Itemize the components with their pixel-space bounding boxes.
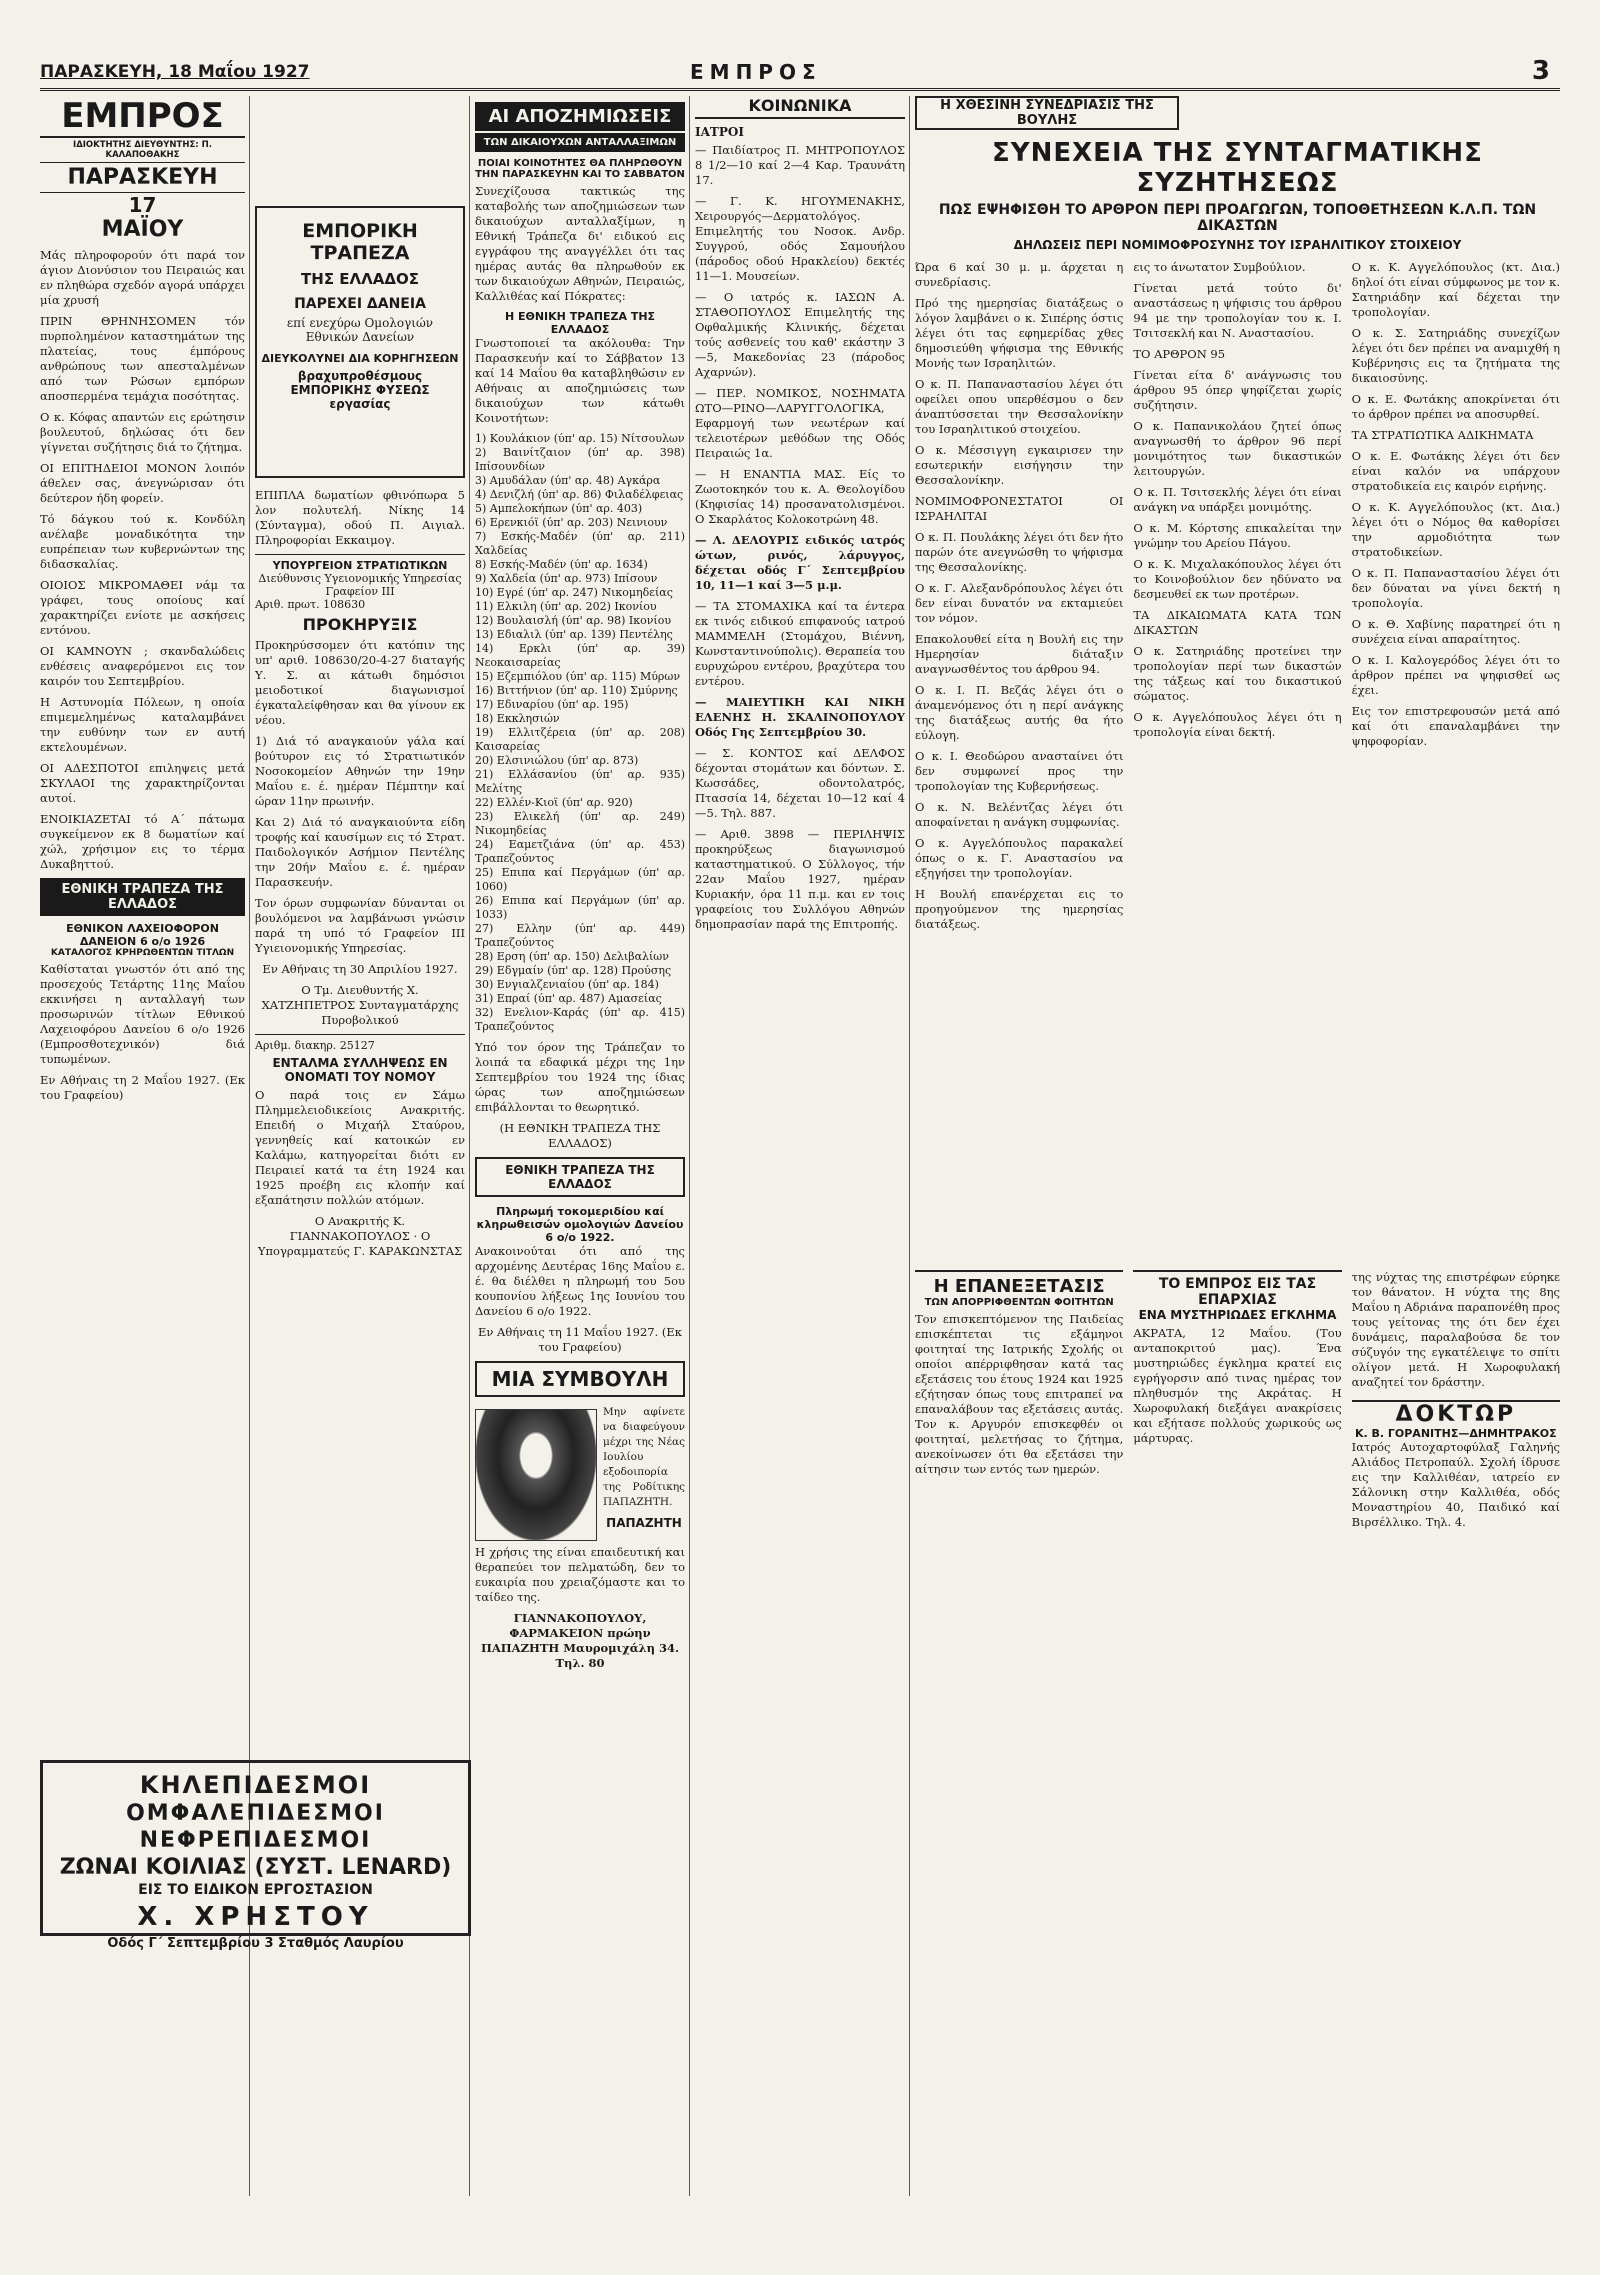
community-list-item: 7) Εσκής-Μαδέν (ύπ' αρ. 211) Χαλδείας [475,530,685,557]
ministry-name: ΥΠΟΥΡΓΕΙΟΝ ΣΤΡΑΤΙΩΤΙΚΩΝ [255,554,465,572]
community-list [475,432,685,1034]
community-list-item: 2) Βαινίτζαιον (ύπ' αρ. 398) Ιπίσουνδίων [475,446,685,473]
paragraph: Η Βουλή επανέρχεται εις το προηγούμενον της ημερησίας διατάξεως. [915,887,1124,931]
warrant-text: Ο παρά τοις εν Σάμω Πλημμελειοδικείοις Ανακριτής. Επειδή ο Μιχαήλ Σταύρου, γεννηθείς καί κατοικών εν Καλάμω, κατηγορείται διότι εν Πειραιεί κατά τα έτη 1924 και 1925 προέβη εις κλοπήν καί εξαπάτησιν πολλών ατόμων. [255,1088,465,1207]
social-section-title: ΚΟΙΝΩΝΙΚΑ [695,96,905,119]
compensation-subhead: ΤΩΝ ΔΙΚΑΙΟΥΧΩΝ ΑΝΤΑΛΛΑΞΙΜΩΝ [475,133,685,152]
owner-line: ΙΔΙΟΚΤΗΤΗΣ ΔΙΕΥΘΥΝΤΗΣ: Π. ΚΑΛΑΠΟΘΑΚΗΣ [73,140,212,160]
paragraph: Ο κ. Ε. Φωτάκης αποκρίνεται ότι το άρθρον πρέπει να αποσυρθεί. [1351,392,1560,421]
ministry-department: Διεύθυνσις Υγειονομικής Υπηρεσίας Γραφείον III [258,572,462,598]
bank-notice-text: Καθίσταται γνωστόν ότι από της προσεχούς Τετάρτης 11ης Μαΐου εκκινήσει η ανταλλαγή των προσωρινών τίτλων Εθνικού Λαχειοφόρου Δανείου 6 ο/ο 1926 (Εμπροσθοτεχνικόν) διά τυπωμένων. [40,962,245,1066]
column-4 [695,96,905,1736]
page-number: 3 [1531,56,1550,86]
parliament-label: Η ΧΘΕΣΙΝΗ ΣΥΝΕΔΡΙΑΣΙΣ ΤΗΣ ΒΟΥΛΗΣ [915,96,1179,130]
community-list-item: 8) Εσκής-Μαδέν (ύπ' αρ. 1634) [475,558,648,571]
paragraph: Ο κ. Π. Πουλάκης λέγει ότι δεν ήτο παρών ότε ανεγνώσθη το ψήφισμα της Θεσσαλονίκης. [915,530,1124,574]
paragraph: — ΠΕΡ. ΝΟΜΙΚΟΣ, ΝΟΣΗΜΑΤΑ ΩΤΟ—ΡΙΝΟ—ΛΑΡΥΓΓΟΛΟΓΙΚΑ, Εφαρμογή των νεωτέρων καί τελειοτέρων μεθόδων της Οδός Πειραιώς 1α. [695,386,905,460]
bank-coupon-text: Ανακοινούται ότι από της αρχομένης Δευτέρας 16ης Μαΐου ε. έ. θα διέλθει η πληρωμή του 5ου κουπονίου λήξεως 1ης Ιουνίου του Δανείου 6 ο/ο 1922. [475,1244,685,1318]
reexam-subtitle: ΤΩΝ ΑΠΟΡΡΙΦΘΕΝΤΩΝ ΦΟΙΤΗΤΩΝ [924,1297,1114,1308]
community-list-item: 28) Ερση (ύπ' αρ. 150) Δελιβαλίων [475,950,669,963]
advice-title: ΜΙΑ ΣΥΜΒΟΥΛΗ [475,1361,685,1397]
community-list-item: 13) Εδιαλιλ (ύπ' αρ. 139) Πεντέλης [475,628,673,641]
bank-coupon-sign: Εν Αθήναις τη 11 Μαΐου 1927. (Εκ του Γραφείου) [478,1325,682,1354]
community-list-item: 26) Επιπα καί Περγάμων (ύπ' αρ. 1033) [475,894,685,921]
community-list-item: 22) Ελλέν-Κιοϊ (ύπ' αρ. 920) [475,796,633,809]
paragraph: Και 2) Διά τό αναγκαιούντα είδη τροφής καί καυσίμων εις τό Στρατ. Παιδολογικόν Ασήμιον Πεντέλης την 20ήν Μαΐου ε. έ. ημέραν Παρασκευήν. [255,815,465,889]
paragraph: Ο κ. Π. Παπαναστασίου λέγει ότι οφείλει οπου υπερθέσμου ο δεν άναπτύσσεται την Θεσσαλονίκην του Ισραηλιτικού στοιχείου. [915,377,1124,436]
paragraph: Ο κ. Παπανικολάου ζητεί όπως αναγνωσθή το άρθρον 96 περί μονιμότητος των δικαστικών λειτουργών. [1133,419,1342,478]
lower-col-b [1133,1270,1341,1790]
paragraph: Ο κ. Μέσσιγγη εγκαιρισεν την εσωτερικήν εισήγησιν την Θεσσαλονίκην. [915,443,1124,487]
paragraph: Ο κ. Π. Τσιτσεκλής λέγει ότι είναι ανάγκη να υπάρξει μονιμότης. [1133,485,1342,514]
community-list-item: 1) Κουλάκιον (ύπ' αρ. 15) Νίτσουλων [475,432,685,445]
parliament-headline: ΣΥΝΕΧΕΙΑ ΤΗΣ ΣΥΝΤΑΓΜΑΤΙΚΗΣ ΣΥΖΗΤΗΣΕΩΣ [992,138,1483,198]
paragraph: — Παιδίατρος Π. ΜΗΤΡΟΠΟΥΛΟΣ 8 1/2—10 καί 2—4 Καρ. Τραυνάτη 17. [695,143,905,187]
community-list-item: 5) Αμπελοκήπων (ύπ' αρ. 403) [475,502,643,515]
doctor-text: Ιατρός Αυτοχαρτοφύλαξ Γαληνής Αλιάδος Πετροπαύλ. Σχολή ίδρυσε εις την Καλλιθέαν, ιατρείο εν Σάλονικη στην Καλλιθέα, οδός Μοναστηρίου 40, Παιδικό καί Βιρσέλλικο. Τηλ. 4. [1351,1440,1560,1529]
paragraph: Ο κ. Ι. Θεοδώρου ανασταίνει ότι δεν συμφωνεί προς την τροπολογίαν της Κυβερνήσεως. [915,749,1124,793]
bandage-line-1: ΚΗΛΕΠΙΔΕΣΜΟΙ [139,1771,372,1799]
loans-line: ΠΑΡΕΧΕΙ ΔΑΝΕΙΑ [294,296,426,312]
masthead-title: ΕΜΠΡΟΣ [690,60,822,84]
newspaper-page [40,56,1560,2210]
parliament-subhead: ΠΩΣ ΕΨΗΦΙΣΘΗ ΤΟ ΑΡΘΡΟΝ ΠΕΡΙ ΠΡΟΑΓΩΓΩΝ, ΤΟΠΟΘΕΤΗΣΕΩΝ Κ.Λ.Π. ΤΩΝ ΔΙΚΑΣΤΩΝ [938,202,1537,234]
paragraph: — ΤΑ ΣΤΟΜΑΧΙΚΑ καί τα έντερα εκ τινός ειδικού επιφανούς ιατρού ΜΑΜΜΕΛΗ (Στομάχου, Βιέννη, Κωνσταντινούπολις). Θεραπεία του ευρυχώρου εντέρου, βραχύτερα του εντέρου. [695,599,905,688]
provinces-subtitle: ΕΝΑ ΜΥΣΤΗΡΙΩΔΕΣ ΕΓΚΛΗΜΑ [1138,1308,1337,1322]
compensation-question: ΠΟΙΑΙ ΚΟΙΝΟΤΗΤΕΣ ΘΑ ΠΛΗΡΩΘΟΥΝ ΤΗΝ ΠΑΡΑΣΚΕΥΗΝ ΚΑΙ ΤΟ ΣΑΒΒΑΤΟΝ [475,158,685,180]
column-divider [689,96,690,2196]
paragraph: ΕΝΟΙΚΙΑΖΕΤΑΙ τό Α΄ πάτωμα συγκείμενον εκ 8 δωματίων καί χώλ, χρήσιμον εις το τέρμα Δυκαβηττού. [40,812,245,871]
paragraph: ΤΑ ΣΤΡΑΤΙΩΤΙΚΑ ΑΔΙΚΗΜΑΤΑ [1351,428,1534,442]
paragraph: Ο κ. Κ. Αγγελόπουλος (κτ. Δια.) δηλοί ότι είναι σύμφωνος με τον κ. Σατηριάδην καί δέχεται την τροπολογίαν. [1351,260,1560,319]
community-list-item: 30) Ενγιαλζενιαίου (ύπ' αρ. 184) [475,978,659,991]
community-list-item: 21) Ελλάσανίου (ύπ' αρ. 935) Μελίτης [475,768,685,795]
compensation-intro: Συνεχίζουσα τακτικώς της καταβολής των αποζημιώσεων των δικαιούχων ανταλλαξίμων, η Εθνική Τράπεζα δι' ειδικού εις εγγράφου της αναγγέλλει ότι τας ημέρας αυτάς θα πληρωθούν εκ των δικαιούχων Αθηνών, Πειραιώς, Καλλιθέας καί Πόκρατες: [475,184,685,303]
paragraph: Ο κ. Μ. Κόρτσης επικαλείται την γνώμην του Αρείου Πάγου. [1133,521,1342,550]
paragraph: Προκηρύσσομεν ότι κατόπιν της υπ' αριθ. 108630/20-4-27 διαταγής Υ. Σ. αι κάτωθι δημόσιοι μειοδοτικοί διαγωνισμοί έγκαταλείφθησαν και θα γίνουν εκ νέου. [255,638,465,727]
national-bank-text: Γνωστοποιεί τα ακόλουθα: Την Παρασκευήν καί το Σάββατον 13 καί 14 Μαΐου θα καταβληθώσιν εν Αθήναις αι αποζημιώσεις των δικαιούχων των κάτωθι Κοινοτήτων: [475,336,685,425]
paragraph: ΠΡΙΝ ΘΡΗΝΗΣΟΜΕΝ τόν πυρπολημένον καταστημάτων της πλατείας, τους έμπόρους ανθρώπους των απεσταλμένων από των Ρώσων εμπόρων αποσπερμένα τεμάχια ποσότητας. [40,314,245,403]
community-list-item: 14) Ερκλι (ύπ' αρ. 39) Νεοκαισαρείας [475,642,685,669]
column-1 [40,96,245,1736]
paragraph: — Γ. Κ. ΗΓΟΥΜΕΝΑΚΗΣ, Χειρουργός—Δερματολόγος. Επιμελητής του Νοσοκ. Ανδρ. Συγγρού, οδός Σαμουήλου (πάροδος οδού Ηρακλείου) δεκτές 11—1. Μουσείων. [695,194,905,283]
paragraph: Ο κ. Π. Παπαναστασίου λέγει ότι δεν δύναται να γίνει δεκτή η τροπολογία. [1351,566,1560,610]
paper-name: ΕΜΠΡΟΣ [40,96,245,138]
community-list-item: 25) Επιπα καί Περγάμων (ύπ' αρ. 1060) [475,866,685,893]
paragraph: Εις τον επιστρεφουσών μετά από καί ότι επαναλαμβάνει την ψηφοφορίαν. [1351,704,1560,748]
parliament-col-b [1133,260,1341,1260]
doctor-name: Κ. Β. ΓΟΡΑΝΙΤΗΣ—ΔΗΜΗΤΡΑΚΟΣ [1354,1427,1557,1440]
bank-coupon-subtitle: Πληρωμή τοκομεριδίου καί κληρωθεισών ομολογιών Δανείου 6 ο/ο 1922. [476,1205,684,1244]
community-list-item: 16) Βιττήνιον (ύπ' αρ. 110) Σμύρνης [475,684,678,697]
bandage-line-2: ΟΜΦΑΛΕΠΙΔΕΣΜΟΙ [126,1801,385,1826]
advice-brand: ΠΑΠΑΖΗΤΗ [606,1516,682,1530]
community-list-item: 6) Ερενκιόϊ (ύπ' αρ. 203) Νεινιουν [475,516,668,529]
paragraph: Μάς πληροφορούν ότι παρά τον άγιον Διονύσιον του Πειραιώς και εν πληθώρα σχεδόν αγορά υπάρχει μία χρυσή [40,248,245,307]
community-list-item: 27) Ελλην (ύπ' αρ. 449) Τραπεζούντος [475,922,685,949]
column-2 [255,96,465,1736]
community-list-item: 18) Εκκλησιών [475,712,560,725]
paragraph: Ο κ. Γ. Αλεξανδρόπουλος λέγει ότι δεν είναι δυνατόν να εκταμιεύει τον νόμον. [915,581,1124,625]
paragraph: Ο κ. Κ. Αγγελόπουλος (κτ. Δια.) λέγει ότι ο Νόμος θα καθορίσει την αρμοδιότητα των στρατοδικείων. [1351,500,1560,559]
bank-loan-subtitle: ΚΑΤΑΛΟΓΟΣ ΚΡΗΡΩΘΕΝΤΩΝ ΤΙΤΛΩΝ [50,948,235,958]
commercial-bank-ad [255,206,465,478]
bandage-advert [40,1760,471,1951]
advice-text-2: Η χρήσις της είναι επαιδευτική και θεραπεύει τον πελματώδη, δεν το ευκαιρία που χρειαζόμαστε και το ταίδεο της. [475,1545,685,1604]
month-name: ΜΑΪΟΥ [101,217,184,242]
paragraph: ΤΑ ΔΙΚΑΙΩΜΑΤΑ ΚΑΤΑ ΤΩΝ ΔΙΚΑΣΤΩΝ [1133,608,1342,637]
paragraph: Ώρα 6 καί 30 μ. μ. άρχεται η συνεδρίασις. [915,260,1124,289]
bandage-line-4: ΖΩΝΑΙ ΚΟΙΛΙΑΣ (ΣΥΣΤ. LENARD) [59,1855,452,1880]
paragraph: Ο κ. Ι. Καλογερόδος λέγει ότι το άρθρον πρέπει να ψηφισθεί ως έχει. [1351,653,1560,697]
paragraph: ΟΙ ΑΔΕΣΠΟΤΟΙ επιληψεις μετά ΣΚΥΛΑΟΙ της χαρακτηρίζονται αυτοί. [40,761,245,805]
doctors-subtitle: ΙΑΤΡΟΙ [695,125,744,139]
bank-notice-sign: Εν Αθήναις τη 2 Μαΐου 1927. (Εκ του Γραφείου) [40,1073,245,1102]
paragraph: Εν Αθήναις τη 30 Απριλίου 1927. [262,962,458,976]
ministry-ref: Αριθ. πρωτ. 108630 [255,598,366,611]
facilitates-line: ΔΙΕΥΚΟΛΥΝΕΙ ΔΙΑ ΚΟΡΗΓΗΣΕΩΝ [261,352,459,365]
bank-box-title: ΕΘΝΙΚΗ ΤΡΑΠΕΖΑ ΤΗΣ ΕΛΛΑΔΟΣ [40,878,245,916]
provinces-title: ΤΟ ΕΜΠΡΟΣ ΕΙΣ ΤΑΣ ΕΠΑΡΧΙΑΣ [1133,1270,1341,1308]
parliament-col-a [915,260,1123,1260]
paragraph: Ο κ. Κόφας απαντών εις ερώτησιν βουλευτού, δηλώσας ότι δεν γίγνεται συζήτησις διά το ζήτημα. [40,410,245,454]
paragraph: — Η ΕΝΑΝΤΙΑ ΜΑΣ. Είς το Ζωοτοκηκόν του κ. Α. Θεολογίδου (Κηφισίας 14) προσανατολισμένοι. Ο Σκαρλάτος Κολοκοτρώνη 48. [695,467,905,526]
paragraph: Γίνεται είτα δ' ανάγνωσις του άρθρου 95 όπερ ψηφίζεται χωρίς συζήτησιν. [1133,368,1342,412]
weekday: ΠΑΡΑΣΚΕΥΗ [40,162,245,193]
paragraph: Ο κ. Αγγελόπουλος λέγει ότι η τροπολογία είναι δεκτή. [1133,710,1342,739]
lower-col-c [1352,1270,1560,1790]
community-list-item: 23) Ελικελή (ύπ' αρ. 249) Νικομηδείας [475,810,685,837]
paragraph: Τό δάγκου τού κ. Κονδύλη ανέλαβε μοναδικότητα την ευπρέπειαν των κυβερνώντων της διδασκαλίας. [40,512,245,571]
community-list-item: 4) Δενιζλή (ύπ' αρ. 86) Φιλαδέλφειας [475,488,684,501]
paragraph: εις το άνωτατον Συμβούλιον. [1133,260,1306,274]
community-list-item: 11) Ελκιλη (ύπ' αρ. 202) Ικονίου [475,600,657,613]
paragraph: Ο κ. Αγγελόπουλος παρακαλεί όπως ο κ. Γ. Αναστασίου να εξηγήσει την τροπολογίαν. [915,836,1124,880]
lower-columns [915,1270,1560,1790]
crime-continuation: της νύχτας της επιστρέφων εύρηκε τον θάνατον. Η νύχτα της 8ης Μαΐου η Αδριάνα παραπονέθη προς τους γείτονας της ότι δεν έχει δυνάμεις, παραλαβούσα δε τον σύζυγόν της εγκατέλειψε το σπίτι ολίγον μετά. Η Χωροφυλακή αναζητεί τον δράστην. [1351,1270,1560,1389]
parliament-columns [915,260,1560,1260]
provinces-text: ΑΚΡΑΤΑ, 12 Μαΐου. (Του ανταποκριτού μας). Ένα μυστηριώδες έγκλημα κρατεί εις εγρήγορσιν από τινας ημέρας τον πληθυσμόν της Ακράτας. Η Χωροφυλακή διεξάγει ανακρίσεις και εξήτασε πολλούς χωρικούς ως μάρτυρας. [1133,1326,1342,1445]
paragraph: — Σ. ΚΟΝΤΟΣ καί ΔΕΛΦΟΣ δέχονται στομάτων και δόντων. Σ. Κωσσάδες, οδοντολατρός, Πτασσία 14, δέχεται 10—12 καί 4—5. Τηλ. 887. [695,746,905,820]
community-list-item: 29) Εδγμαίν (ύπ' αρ. 128) Προύσης [475,964,672,977]
paragraph: Ο κ. Σ. Σατηριάδης συνεχίζων λέγει ότι δεν πρέπει να αναμιχθή η Κυβέρνησις εις τα ζητήματα της δικαιοσύνης. [1351,326,1560,385]
community-list-item: 10) Εγρέ (ύπ' αρ. 247) Νικομηδείας [475,586,673,599]
loans-detail: επί ενεχύρω Ομολογιών Εθνικών Δανείων [286,316,434,344]
community-list-item: 9) Χαλδεία (ύπ' αρ. 973) Ιπίσουν [475,572,658,585]
bandage-line-3: ΝΕΦΡΕΠΙΔΕΣΜΟΙ [139,1828,372,1853]
paragraph: ΟΙ ΚΑΜΝΟΥΝ ; σκανδαλώδεις ενθέσεις αναφερόμενοι εις τον καιρόν του Σεπτεμβρίου. [40,644,245,688]
parliament-deck: ΔΗΛΩΣΕΙΣ ΠΕΡΙ ΝΟΜΙΜΟΦΡΟΣΥΝΗΣ ΤΟΥ ΙΣΡΑΗΛΙΤΙΚΟΥ ΣΤΟΙΧΕΙΟΥ [1013,238,1462,252]
parliament-col-c [1352,260,1560,1260]
advice-text: Μην αφίνετε να διαφεύγουν μέχρι της Νέας Ιουλίου εξοδοιπορία της Ροδίτικης ΠΑΠΑΖΗΤΗ. [603,1406,685,1508]
community-list-item: 12) Βουλαισλή (ύπ' αρ. 98) Ικονίου [475,614,672,627]
community-list-item: 20) Ελσινιώλου (ύπ' αρ. 873) [475,754,639,767]
doctor-title: ΔΟΚΤΩΡ [1352,1400,1560,1427]
community-list-item: 17) Εδιναρίου (ύπ' αρ. 195) [475,698,629,711]
paragraph: — Αριθ. 3898 — ΠΕΡΙΛΗΨΙΣ προκηρύξεως διαγωνισμού καταστηματικού. Ο Σύλλογος, τήν 22αν Μαΐου 1927, ημέραν Κυριακήν, όρα 11 π.μ. και εν τοις γραφείοις του Συλλόγου Αθηνών δημοπρασίαν παρά της Επιτροπής. [695,827,905,931]
lower-col-a [915,1270,1123,1790]
paragraph: — ΜΑΙΕΥΤΙΚΗ ΚΑΙ ΝΙΚΗ ΕΛΕΝΗΣ Η. ΣΚΑΛΙΝΟΠΟΥΛΟΥ Οδός Γης Σεπτεμβρίου 30. [695,695,905,739]
compensation-closing: Υπό τον όρον της Τράπεζαν το λοιπά τα εδαφικά μέχρι της 1ην Σεπτεμβρίου του 1924 της ίδιας ώρας των αποζημιώσεων επιβάλλονται το θεωρητικό. [475,1040,685,1114]
paragraph: Πρό της ημερησίας διατάξεως ο λόγον λαμβάνει ο κ. Σιπέρης όστις λέγει ότι τας εφημερίδας χθες δημοσιεύθη ψήφισμα της Εθνικής Μονής των Ισραηλιτών. [915,296,1124,370]
community-list-item: 32) Ενελιον-Καράς (ύπ' αρ. 415) Τραπεζούντος [475,1006,685,1033]
community-list-item: 15) Εζεμπιόλου (ύπ' αρ. 115) Μύρων [475,670,681,683]
paragraph: Ο κ. Ν. Βελέντζας λέγει ότι αποφαίνεται η ανάγκη συμφωνίας. [915,800,1124,829]
community-list-item: 31) Επραί (ύπ' αρ. 487) Αμασείας [475,992,662,1005]
compensation-headline: ΑΙ ΑΠΟΖΗΜΙΩΣΕΙΣ [475,102,685,131]
paragraph: ΟΙΟΙΟΣ ΜΙΚΡΟΜΑΘΕΙ νάμ τα γράφει, τους οποίους καί χαρακτηρίζει ενίοτε με ασκήσεις εντόνου. [40,578,245,637]
bank-loan-title: ΕΘΝΙΚΟΝ ΛΑΧΕΙΟΦΟΡΟΝ ΔΑΝΕΙΟΝ 6 ο/ο 1926 [66,922,219,948]
column-divider [909,96,910,2196]
bandage-address: Οδός Γ΄ Σεπτεμβρίου 3 Σταθμός Λαυρίου [107,1936,404,1951]
furniture-ad: ΕΠΙΠΛΑ δωματίων φθινόπωρα 5 λον πολυτελή. Νίκης 14 (Σύνταγμα), οδού Π. Αιγιαλ. Πληροφορίαι Εκκαιμογ. [255,488,465,547]
paragraph: ΤΟ ΑΡΘΡΟΝ 95 [1133,347,1226,361]
reexam-title: Η ΕΠΑΝΕΞΕΤΑΣΙΣ [915,1270,1123,1297]
warrant-title: ΕΝΤΑΛΜΑ ΣΥΛΛΗΨΕΩΣ ΕΝ ΟΝΟΜΑΤΙ ΤΟΥ ΝΟΜΟΥ [272,1056,448,1084]
paragraph: Ο κ. Κ. Μιχαλακόπουλος λέγει ότι το Κοινοβούλιον δεν ηδύνατο να δεσμευθεί εκ των προτέρων. [1133,557,1342,601]
bandage-line-5: ΕΙΣ ΤΟ ΕΙΔΙΚΟΝ ΕΡΓΟΣΤΑΣΙΟΝ [138,1882,373,1898]
paragraph: Ο κ. Ι. Π. Βεζάς λέγει ότι ο άναμενόμενος ότι η περί ανάγκης της διατάξεως αυτής θα ήτο εύλογη. [915,683,1124,742]
paragraph: Γίνεται μετά τούτο δι' αναστάσεως η ψήφισις του άρθρου 94 με την τροπολογίαν του κ. Ι. Τσιτσεκλή και Ν. Αναστασίου. [1133,281,1342,340]
commercial-bank-title: ΕΜΠΟΡΙΚΗ ΤΡΑΠΕΖΑ [302,220,418,264]
proclamation-title: ΠΡΟΚΗΡΥΞΙΣ [302,615,418,634]
national-bank-name: Η ΕΘΝΙΚΗ ΤΡΑΠΕΖΑ ΤΗΣ ΕΛΛΑΔΟΣ [504,310,656,336]
day-number: 17 [128,193,157,217]
paragraph: Ο κ. Θ. Χαβίνης παρατηρεί ότι η συνέχεια είναι απαραίτητος. [1351,617,1560,646]
paragraph: — Ο ιατρός κ. ΙΑΣΩΝ Α. ΣΤΑΘΟΠΟΥΛΟΣ Επιμελητής της Οφθαλμικής Κλινικής, δέχεται τούς ασθενείς του καθ' εκάστην 3—5, Μακεδονίας 23 (πάροδος Αχαρνών). [695,290,905,379]
column-5 [915,96,1560,1736]
paragraph: 1) Διά τό αναγκαιούν γάλα καί βούτυρον εις τό Στρατιωτικόν Νοσοκομείον Αθηνών την 19ην Μαΐου ε. έ. ημέραν Πέμπτην καί ώραν 11ην πρωινήν. [255,734,465,808]
compensation-sign: (Η ΕΘΝΙΚΗ ΤΡΑΠΕΖΑ ΤΗΣ ΕΛΛΑΔΟΣ) [499,1121,661,1150]
commercial-bank-subtitle: ΤΗΣ ΕΛΛΑΔΟΣ [301,270,419,288]
paragraph: ΝΟΜΙΜΟΦΡΟΝΕΣΤΑΤΟΙ ΟΙ ΙΣΡΑΗΛΙΤΑΙ [915,494,1124,523]
community-list-item: 19) Ελλιτζέρεια (ύπ' αρ. 208) Καισαρείας [475,726,685,753]
masthead [40,56,1560,91]
warrant-sign: Ο Ανακριτής Κ. ΓΙΑΝΝΑΚΟΠΟΥΛΟΣ · Ο Υπογραμματεύς Γ. ΚΑΡΑΚΩΝΣΤΑΣ [257,1214,463,1258]
paragraph: Επακολουθεί είτα η Βουλή εις την Ημερησίαν διάταξιν αναγνωσθέντος του άρθρου 94. [915,632,1124,676]
paragraph: Ο κ. Σατηριάδης προτείνει την τροπολογίαν περί των δικαστών της τάξεως καί του δικαστικού σώματος. [1133,644,1342,703]
pharmacy-line: ΓΙΑΝΝΑΚΟΠΟΥΛΟΥ, ΦΑΡΜΑΚΕΙΟΝ πρώην ΠΑΠΑΖΗΤΗ Μαυρομιχάλη 34. Τηλ. 80 [481,1611,679,1670]
community-list-item: 3) Αμυδάλαν (ύπ' αρ. 48) Αγκάρα [475,474,661,487]
paragraph: — Λ. ΔΕΛΟΥΡΙΣ ειδικός ιατρός ώτων, ρινός, λάρυγγος, δέχεται οδός Γ΄ Σεπτεμβρίου 10, 11—1 καί 3—5 μ.μ. [695,533,905,592]
column-3 [475,96,685,1736]
reexam-text: Τον επισκεπτόμενον της Παιδείας επισκέπτεται τις εξάμηνοι φοιτηταί της Ιατρικής Σχολής οι οποίοι απέρριφθησαν κατά τας εξετάσεις του έτους 1924 και 1925 εζήτησαν όπως τους επιτραπεί να επαναλάβουν τας εξετάσεις αυτάς. Τον κ. Αργυρόν επισκεφθέν οι φοιτηταί, μελετήσας το ζήτημα, ανεκοίνωσεν ότι θα εξετάσει την αίτησιν των εντός των ημερών. [915,1312,1124,1476]
community-list-item: 24) Εαμετζιάνα (ύπ' αρ. 453) Τραπεζούντος [475,838,685,865]
paragraph: Ο κ. Ε. Φωτάκης λέγει ότι δεν είναι καλόν να υπάρχουν στρατοδικεία εις καιρόν ειρήνης. [1351,449,1560,493]
bandage-maker: Χ. ΧΡΗΣΤΟΥ [137,1902,374,1932]
bank-coupon-title: ΕΘΝΙΚΗ ΤΡΑΠΕΖΑ ΤΗΣ ΕΛΛΑΔΟΣ [475,1157,685,1197]
woman-portrait-illustration [475,1409,597,1541]
warrant-number: Αριθμ. διακηρ. 25127 [255,1034,465,1052]
paragraph: Ο Τμ. Διευθυντής Χ. ΧΑΤΖΗΠΕΤΡΟΣ Συνταγματάρχης Πυροβολικού [261,983,459,1027]
paragraph: ΟΙ ΕΠΙΤΗΔΕΙΟΙ ΜΟΝΟΝ λοιπόν άθελεν σας, άνεγνώρισαν ότι δεύτερον ήδη φορείν. [40,461,245,505]
paragraph: Η Αστυνομία Πόλεων, η οποία επιμεμελημένως καταλαμβάνει την ευθύνην των εν αυτή εκτελουμένων. [40,695,245,754]
commercial-ops-line: βραχυπροθέσμους ΕΜΠΟΡΙΚΗΣ ΦΥΣΕΩΣ εργασίας [290,369,430,411]
masthead-date: ΠΑΡΑΣΚΕΥΗ, 18 Μαΐου 1927 [40,62,310,82]
paragraph: Τον όρων συμφωνίαν δύνανται οι βουλόμενοι να λαμβάνωσι γνώσιν παρά τη υπό τό Γραφείον III Υγιειονομικής Υπηρεσίας. [255,896,465,955]
